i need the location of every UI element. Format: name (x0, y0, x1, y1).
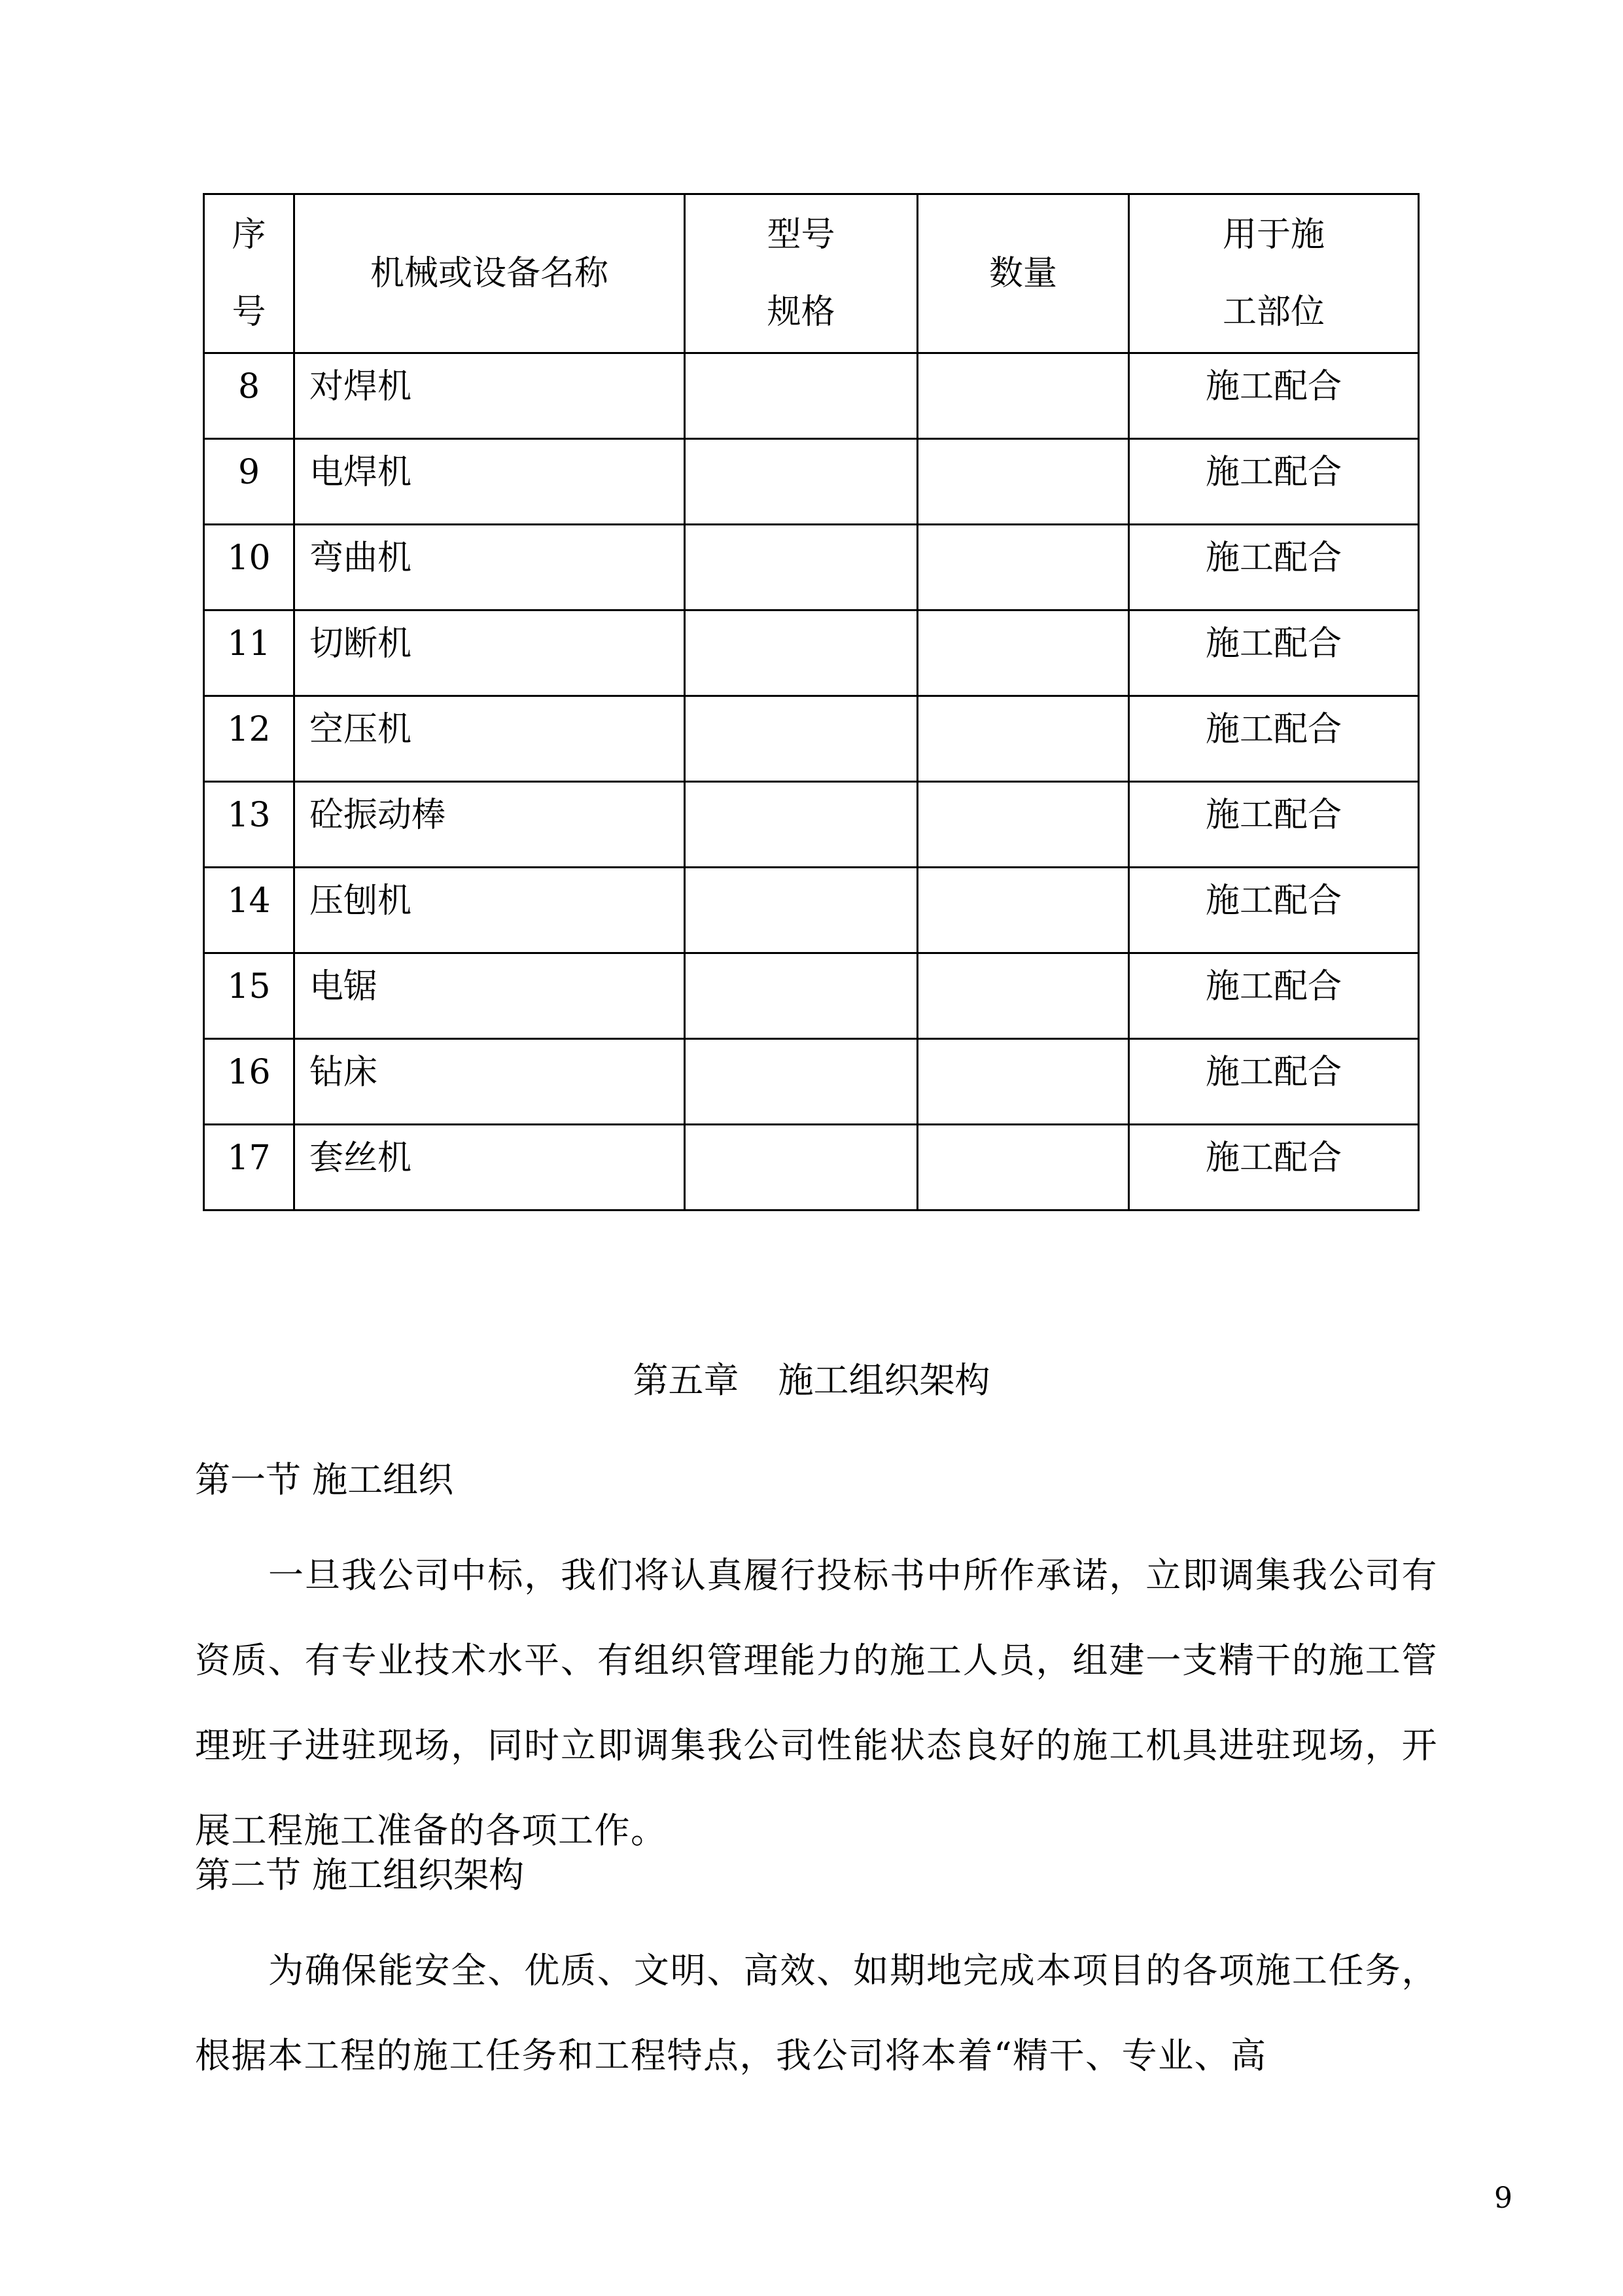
cell-quantity (918, 439, 1129, 525)
cell-usage: 施工配合 (1129, 353, 1419, 439)
cell-name: 对焊机 (294, 353, 685, 439)
cell-model (685, 953, 918, 1039)
table-row (204, 439, 1419, 525)
cell-name: 电焊机 (294, 439, 685, 525)
cell-usage: 施工配合 (1129, 439, 1419, 525)
cell-name: 压刨机 (294, 868, 685, 953)
cell-serial: 9 (204, 439, 294, 525)
header-serial-number (204, 194, 294, 353)
cell-model (685, 439, 918, 525)
cell-model (685, 610, 918, 696)
chapter-title: 施工组织架构 (778, 1360, 990, 1401)
header-model-spec (685, 194, 918, 353)
cell-usage: 施工配合 (1129, 525, 1419, 610)
cell-quantity (918, 696, 1129, 782)
cell-serial: 13 (204, 782, 294, 868)
table-row (204, 1125, 1419, 1210)
table-row (204, 610, 1419, 696)
chapter-heading (0, 1348, 1623, 1413)
cell-usage: 施工配合 (1129, 610, 1419, 696)
cell-usage: 施工配合 (1129, 868, 1419, 953)
cell-quantity (918, 610, 1129, 696)
cell-name: 钻床 (294, 1039, 685, 1125)
cell-name: 空压机 (294, 696, 685, 782)
cell-serial: 15 (204, 953, 294, 1039)
cell-quantity (918, 953, 1129, 1039)
cell-usage: 施工配合 (1129, 696, 1419, 782)
header-usage-location (1129, 194, 1419, 353)
cell-quantity (918, 525, 1129, 610)
table-row (204, 868, 1419, 953)
table-row (204, 782, 1419, 868)
cell-serial: 10 (204, 525, 294, 610)
cell-serial: 11 (204, 610, 294, 696)
header-usage-line-1: 用于施 (1222, 215, 1325, 255)
cell-quantity (918, 353, 1129, 439)
cell-usage: 施工配合 (1129, 782, 1419, 868)
table-row (204, 953, 1419, 1039)
table-row (204, 353, 1419, 439)
cell-model (685, 353, 918, 439)
cell-model (685, 782, 918, 868)
cell-serial: 8 (204, 353, 294, 439)
header-quantity: 数量 (918, 194, 1129, 353)
cell-serial: 12 (204, 696, 294, 782)
cell-quantity (918, 868, 1129, 953)
cell-name: 砼振动棒 (294, 782, 685, 868)
header-equipment-name: 机械或设备名称 (294, 194, 685, 353)
cell-name: 电锯 (294, 953, 685, 1039)
cell-model (685, 525, 918, 610)
cell-serial: 16 (204, 1039, 294, 1125)
cell-name: 切断机 (294, 610, 685, 696)
cell-serial: 17 (204, 1125, 294, 1210)
header-serial-line-2: 号 (232, 292, 266, 332)
header-model-line-1: 型号 (767, 215, 835, 255)
cell-name: 套丝机 (294, 1125, 685, 1210)
table-row (204, 525, 1419, 610)
cell-model (685, 868, 918, 953)
chapter-number: 第五章 (633, 1360, 739, 1401)
cell-quantity (918, 1125, 1129, 1210)
cell-name: 弯曲机 (294, 525, 685, 610)
header-usage-line-2: 工部位 (1222, 292, 1325, 332)
section-paragraph-1: 一旦我公司中标，我们将认真履行投标书中所作承诺，立即调集我公司有资质、有专业技术水平、有组织管理能力的施工人员，组建一支精干的施工管理班子进驻现场，同时立即调集我公司性能状态良好的施工机具进驻现场，开展工程施工准备的各项工作。 (195, 1555, 1438, 1851)
equipment-table (203, 193, 1420, 1211)
cell-model (685, 1039, 918, 1125)
cell-serial: 14 (204, 868, 294, 953)
cell-usage: 施工配合 (1129, 1039, 1419, 1125)
header-model-line-2: 规格 (767, 292, 835, 332)
cell-quantity (918, 782, 1129, 868)
table-header-row (204, 194, 1419, 353)
cell-quantity (918, 1039, 1129, 1125)
page-number: 9 (1494, 2181, 1512, 2215)
section-heading-2: 第二节 施工组织架构 (195, 1854, 525, 1896)
cell-model (685, 696, 918, 782)
cell-usage: 施工配合 (1129, 953, 1419, 1039)
cell-model (685, 1125, 918, 1210)
section-heading-1: 第一节 施工组织 (195, 1459, 454, 1500)
header-serial-line-1: 序 (232, 215, 266, 255)
table-row (204, 696, 1419, 782)
cell-usage: 施工配合 (1129, 1125, 1419, 1210)
table-row (204, 1039, 1419, 1125)
section-paragraph-2: 为确保能安全、优质、文明、高效、如期地完成本项目的各项施工任务，根据本工程的施工任务和工程特点，我公司将本着“精干、专业、高 (195, 1950, 1438, 2076)
